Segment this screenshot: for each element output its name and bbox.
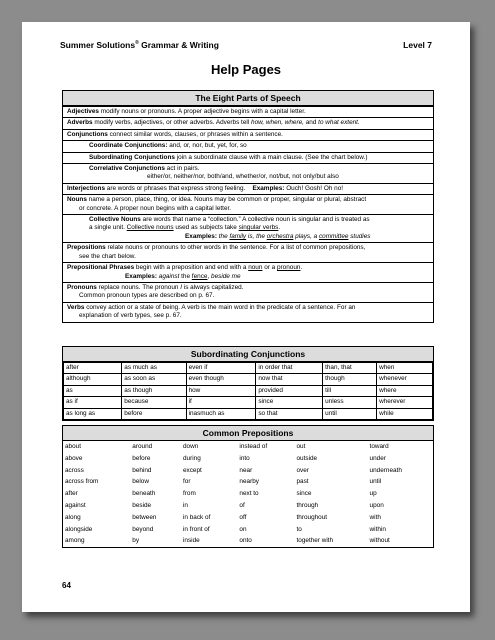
pronouns-entry: Pronouns replace nouns. The pronoun I is always capitalized. Common pronoun types are described on p. 67. [63,282,433,302]
table-row [64,374,433,385]
subordinating-conjunctions-entry: Subordinating Conjunctions join a subordinate clause with a main clause. (See the chart below.) [63,152,433,163]
table-cell: outside [296,454,318,462]
table-cell: during [182,454,201,462]
table-cell: without [369,537,390,545]
table-cell: next to [239,490,259,498]
table-cell: up [369,490,377,498]
table-row [63,524,433,536]
document-page [22,22,470,612]
table-row [64,363,433,374]
table-row [64,408,433,419]
adverbs-entry: Adverbs modify verbs, adjectives, or other adverbs. Adverbs tell how, when, where, and to what extent. [63,117,433,128]
subordinating-conjunctions-box [62,346,434,421]
table-row [64,397,433,408]
table-cell: off [239,513,247,521]
table-cell: together with [296,537,334,545]
table-cell: how [186,385,256,396]
table-cell: until [369,478,382,486]
table-row [64,385,433,396]
conjunctions-entry: Conjunctions connect similar words, clauses, or phrases within a sentence. [63,129,433,140]
table-cell: now that [256,374,323,385]
table-cell: around [132,443,153,450]
table-cell: across [65,466,84,474]
table-cell: whenever [377,374,433,385]
table-cell: for [182,478,191,486]
table-cell: unless [323,397,377,408]
table-cell: though [323,374,377,385]
table-cell: into [239,454,250,462]
table-cell: as [64,385,122,396]
table-cell: in back of [182,513,211,521]
table-row [63,465,433,477]
table-cell: to [296,525,302,533]
table-cell: before [132,454,151,462]
table-row [63,441,433,453]
table-cell: if [186,397,256,408]
prepositions-entry: Prepositions relate nouns or pronouns to other words in the sentence. For a list of common prepositions, see the chart below. [63,242,433,262]
table-cell: inside [182,537,200,545]
table-cell: as soon as [122,374,186,385]
parts-of-speech-title: The Eight Parts of Speech [63,91,433,106]
table-cell: along [65,513,81,521]
page-title: Help Pages [210,62,282,77]
table-cell: beneath [132,490,156,498]
prepositional-phrases-entry: Prepositional Phrases begin with a preposition and end with a noun or a pronoun. Examples: against the fence, beside me [63,262,433,282]
common-prepositions-table [63,441,433,547]
table-cell: as long as [64,408,122,419]
table-cell: before [122,408,186,419]
table-cell: than, that [323,363,377,374]
table-cell: as if [64,397,122,408]
table-cell: until [323,408,377,419]
table-cell: till [323,385,377,396]
table-cell: in front of [182,525,210,533]
table-cell: upon [369,501,384,509]
table-cell: provided [256,385,323,396]
table-cell: where [377,385,433,396]
table-cell: even if [186,363,256,374]
table-cell: onto [239,537,252,545]
table-cell: behind [132,466,152,474]
common-prepositions-box [62,425,434,548]
adjectives-entry: Adjectives modify nouns or pronouns. A proper adjective begins with a capital letter. [63,106,433,117]
table-cell: by [132,537,140,545]
table-cell: after [64,363,122,374]
table-cell: as though [122,385,186,396]
table-cell: toward [369,443,389,450]
common-prepositions-title: Common Prepositions [63,426,433,441]
interjections-entry: Interjections are words or phrases that express strong feeling. Examples: Ouch! Gosh! Oh no! [63,183,433,194]
table-cell: when [377,363,433,374]
table-cell: although [64,374,122,385]
table-row [63,476,433,488]
table-cell: past [296,478,309,486]
level-label: Level 7 [403,40,432,50]
table-cell: even though [186,374,256,385]
parts-of-speech-box [62,90,434,323]
table-cell: instead of [239,443,268,450]
table-cell: near [239,466,253,474]
table-cell: after [65,490,78,498]
table-cell: in order that [256,363,323,374]
subordinating-conjunctions-title: Subordinating Conjunctions [63,347,433,362]
page-number: 64 [62,581,71,590]
table-cell: wherever [377,397,433,408]
table-cell: nearby [239,478,259,486]
table-cell: except [182,466,202,474]
subordinating-conjunctions-table [63,362,433,420]
table-row [63,488,433,500]
table-cell: among [65,537,85,545]
table-cell: because [122,397,186,408]
table-cell: beside [132,501,152,509]
table-cell: over [296,466,309,474]
table-cell: down [182,443,199,450]
table-cell: against [65,501,86,509]
table-cell: of [239,501,245,509]
table-cell: below [132,478,149,486]
table-cell: in [182,501,188,509]
table-cell: above [65,454,83,462]
correlative-conjunctions-entry: Correlative Conjunctions act in pairs. either/or, neither/nor, both/and, whether/or, not/but, not only/but also [63,163,433,183]
table-cell: under [369,454,386,462]
nouns-entry: Nouns name a person, place, thing, or idea. Nouns may be common or proper, singular or plural, abstract or concrete. A proper noun begins with a capital letter. [63,194,433,214]
table-cell: while [377,408,433,419]
table-row [63,500,433,512]
verbs-entry: Verbs convey action or a state of being. A verb is the main word in the predicate of a sentence. For an explanation of verb types, see p. 67. [63,302,433,322]
table-cell: since [256,397,323,408]
table-cell: as much as [122,363,186,374]
table-cell: about [65,443,81,450]
table-cell: across from [65,478,99,486]
book-title: Summer Solutions® Grammar & Writing [60,40,219,50]
table-cell: alongside [65,525,93,533]
table-cell: with [369,513,381,521]
table-cell: between [132,513,157,521]
table-cell: within [369,525,386,533]
table-row [63,535,433,547]
table-cell: out [296,443,306,450]
table-cell: through [296,501,319,509]
table-cell: on [239,525,247,533]
table-row [63,453,433,465]
table-cell: inasmuch as [186,408,256,419]
table-cell: beyond [132,525,154,533]
collective-nouns-entry: Collective Nouns are words that name a “collection.” A collective noun is singular and is treated as a single unit. Collective nouns used as subjects take singular verbs. Examples: the family is, the orchestra plays, a committee studies [63,214,433,242]
table-row [63,512,433,524]
table-cell: throughout [296,513,328,521]
coordinate-conjunctions-entry: Coordinate Conjunctions: and, or, nor, but, yet, for, so [63,140,433,151]
table-cell: since [296,490,312,498]
table-cell: so that [256,408,323,419]
table-cell: underneath [369,466,402,474]
table-cell: from [182,490,196,498]
